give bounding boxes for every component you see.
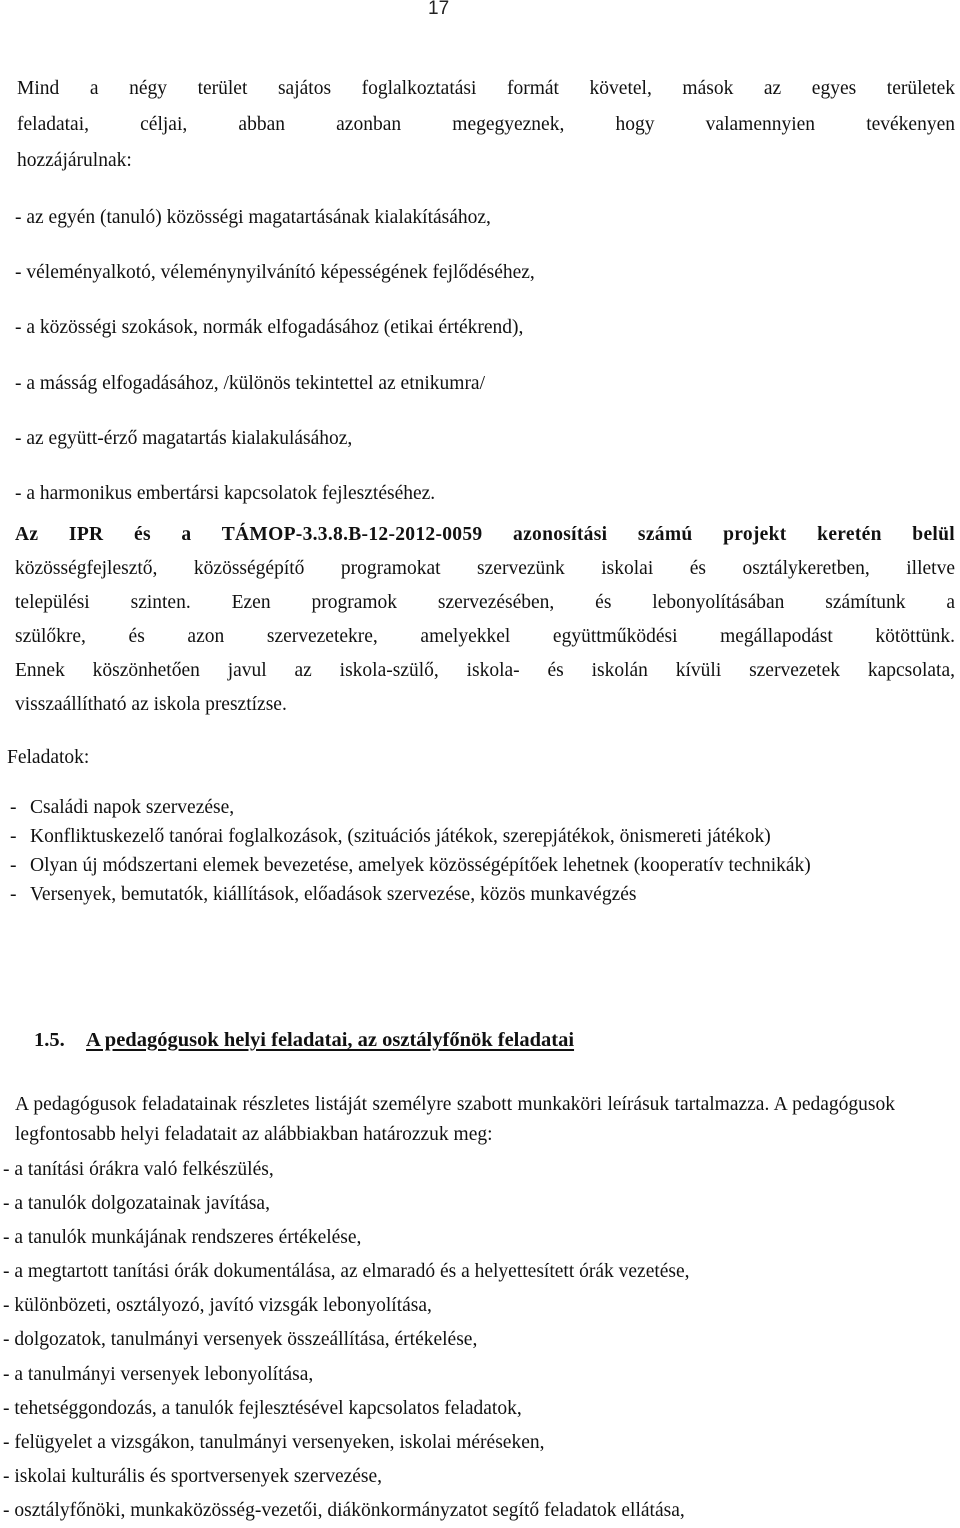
tamop-line: visszaállítható az iskola presztízse. bbox=[15, 694, 287, 715]
list-item: - dolgozatok, tanulmányi versenyek összeállítása, értékelése, bbox=[3, 1329, 478, 1351]
dash-bullet: - bbox=[10, 855, 17, 876]
list-item: - a közösségi szokások, normák elfogadásához (etikai értékrend), bbox=[15, 317, 524, 339]
feladatok-heading: Feladatok: bbox=[7, 747, 90, 768]
task-list bbox=[10, 793, 955, 909]
section-title: A pedagógusok helyi feladatai, az osztályfőnök feladatai bbox=[86, 1029, 575, 1051]
list-item bbox=[10, 880, 955, 909]
page-number: 17 bbox=[428, 0, 450, 19]
list-item: - osztályfőnöki, munkaközösség-vezetői, diákönkormányzatot segítő feladatok ellátása, bbox=[3, 1499, 685, 1521]
dash-bullet: - bbox=[10, 797, 17, 818]
tamop-line: szülőkre, és azon szervezetekre, amelyekkel együttműködési megállapodást kötöttünk. bbox=[15, 626, 955, 647]
task-text: Olyan új módszertani elemek bevezetése, amelyek közösségépítőek lehetnek (kooperatív technikák) bbox=[30, 855, 811, 876]
list-item: - felügyelet a vizsgákon, tanulmányi versenyeken, iskolai méréseken, bbox=[3, 1431, 545, 1453]
tamop-line: települési szinten. Ezen programok szervezésében, és lebonyolításában számítunk a bbox=[15, 592, 955, 613]
list-item: - a harmonikus embertársi kapcsolatok fejlesztéséhez. bbox=[15, 483, 436, 505]
list-item: - a másság elfogadásához, /különös tekintettel az etnikumra/ bbox=[15, 372, 486, 394]
list-item bbox=[10, 851, 955, 880]
section-intro-paragraph: A pedagógusok feladatainak részletes listáját személyre szabott munkaköri leírásuk tartalmazza. A pedagógusok legfontosabb helyi feladatait az alábbiakban határozzuk meg: bbox=[15, 1094, 895, 1145]
task-text: Családi napok szervezése, bbox=[30, 797, 235, 818]
intro-line: Mind a négy terület sajátos foglalkoztatási formát követel, mások az egyes területek bbox=[17, 78, 955, 99]
tamop-bold-lead: Az IPR és a TÁMOP-3.3.8.B-12-2012-0059 azonosítási számú projekt keretén belül bbox=[15, 524, 955, 545]
list-item: - a tanulók munkájának rendszeres értékelése, bbox=[3, 1227, 362, 1249]
dash-bullet: - bbox=[10, 826, 17, 847]
intro-line: feladatai, céljai, abban azonban megegyeznek, hogy valamennyien tevékenyen bbox=[17, 114, 955, 135]
intro-line: hozzájárulnak: bbox=[17, 150, 132, 171]
list-item: - a megtartott tanítási órák dokumentálása, az elmaradó és a helyettesített órák vezetése, bbox=[3, 1261, 690, 1283]
intro-paragraph bbox=[17, 71, 955, 179]
list-item: - az együtt-érző magatartás kialakulásához, bbox=[15, 427, 353, 449]
list-item: - különbözeti, osztályozó, javító vizsgák lebonyolítása, bbox=[3, 1295, 432, 1317]
tamop-line: Ennek köszönhetően javul az iskola-szülő, iskola- és iskolán kívüli szervezetek kapcsolata, bbox=[15, 660, 955, 681]
task-text: Konfliktuskezelő tanórai foglalkozások, (szituációs játékok, szerepjátékok, önismereti játékok) bbox=[30, 826, 771, 847]
section-heading bbox=[34, 1025, 574, 1055]
duties-list bbox=[3, 1153, 690, 1528]
tamop-lead-line bbox=[15, 518, 955, 552]
tamop-line: közösségfejlesztő, közösségépítő programokat szervezünk iskolai és osztálykeretben, illetve bbox=[15, 558, 955, 579]
list-item: - iskolai kulturális és sportversenyek szervezése, bbox=[3, 1465, 383, 1487]
task-text: Versenyek, bemutatók, kiállítások, előadások szervezése, közös munkavégzés bbox=[30, 884, 637, 905]
list-item bbox=[10, 822, 955, 851]
list-item: - a tanítási órákra való felkészülés, bbox=[3, 1159, 274, 1180]
section-number: 1.5. bbox=[34, 1029, 65, 1051]
list-item: - az egyén (tanuló) közösségi magatartásának kialakításához, bbox=[15, 207, 491, 228]
list-item: - tehetséggondozás, a tanulók fejlesztésével kapcsolatos feladatok, bbox=[3, 1397, 522, 1419]
contribution-list bbox=[15, 190, 535, 521]
list-item bbox=[10, 793, 955, 822]
tamop-paragraph bbox=[15, 518, 955, 722]
list-item: - véleményalkotó, véleménynyilvánító képességének fejlődéséhez, bbox=[15, 262, 535, 284]
list-item: - a tanulmányi versenyek lebonyolítása, bbox=[3, 1363, 314, 1385]
dash-bullet: - bbox=[10, 884, 17, 905]
list-item: - a tanulók dolgozatainak javítása, bbox=[3, 1193, 270, 1215]
